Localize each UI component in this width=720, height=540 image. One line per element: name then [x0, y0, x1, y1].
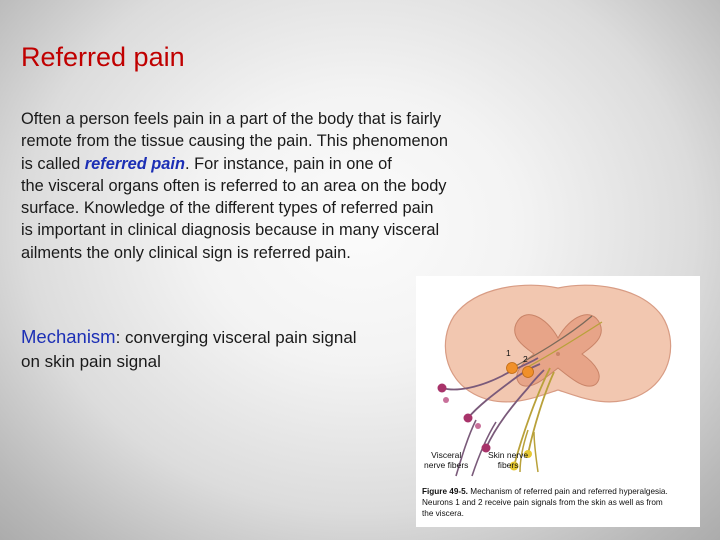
mechanism-label: Mechanism [21, 326, 116, 347]
slide-title: Referred pain [21, 42, 185, 72]
paragraph-line: remote from the tissue causing the pain. This phenomenon [21, 132, 449, 151]
visceral-receptor [443, 397, 449, 403]
skin-fibers-label [488, 450, 528, 470]
referred-pain-emphasis: referred pain [84, 154, 185, 173]
visceral-fibers-label-line: nerve fibers [424, 460, 469, 470]
skin-fiber [534, 432, 538, 472]
visceral-receptor [438, 384, 447, 393]
paragraph-line: the visceral organs often is referred to an area on the body [21, 176, 447, 195]
referred-pain-figure [416, 276, 700, 527]
caption-text: Mechanism of referred pain and referred hyperalgesia. [467, 487, 668, 496]
paragraph-line: surface. Knowledge of the different types of referred pain [21, 199, 434, 218]
skin-fibers-label-line: fibers [497, 460, 519, 470]
neuron-1 [507, 363, 518, 374]
caption-line: the viscera. [422, 509, 464, 518]
visceral-receptor [464, 414, 473, 423]
visceral-receptor [475, 423, 481, 429]
caption-label: Figure 49-5. [422, 487, 468, 496]
caption-line [422, 486, 698, 497]
neuron-2 [523, 367, 534, 378]
figure-caption [422, 486, 698, 519]
neuron-1-label: 1 [506, 348, 511, 358]
paragraph-line: ailments the only clinical sign is referred pain. [21, 243, 351, 262]
mechanism-text: : converging visceral pain signal [115, 328, 357, 347]
paragraph-text: . For instance, pain in one of [184, 154, 392, 173]
neuron-2-label: 2 [523, 354, 528, 364]
paragraph-line [21, 153, 501, 175]
paragraph-line: Often a person feels pain in a part of the body that is fairly [21, 110, 442, 128]
central-canal [556, 352, 560, 356]
paragraph-text: is called [21, 154, 85, 173]
visceral-fibers-label-line: Visceral [431, 450, 462, 460]
mechanism-note [21, 325, 421, 374]
mechanism-line [21, 325, 421, 350]
mechanism-line: on skin pain signal [21, 352, 161, 371]
intro-paragraph [21, 108, 501, 264]
paragraph-line: is important in clinical diagnosis because in many visceral [21, 221, 440, 240]
visceral-fibers-label [424, 450, 468, 470]
caption-line: Neurons 1 and 2 receive pain signals from the skin as well as from [422, 498, 663, 507]
skin-fibers-label-line: Skin nerve [488, 450, 529, 460]
